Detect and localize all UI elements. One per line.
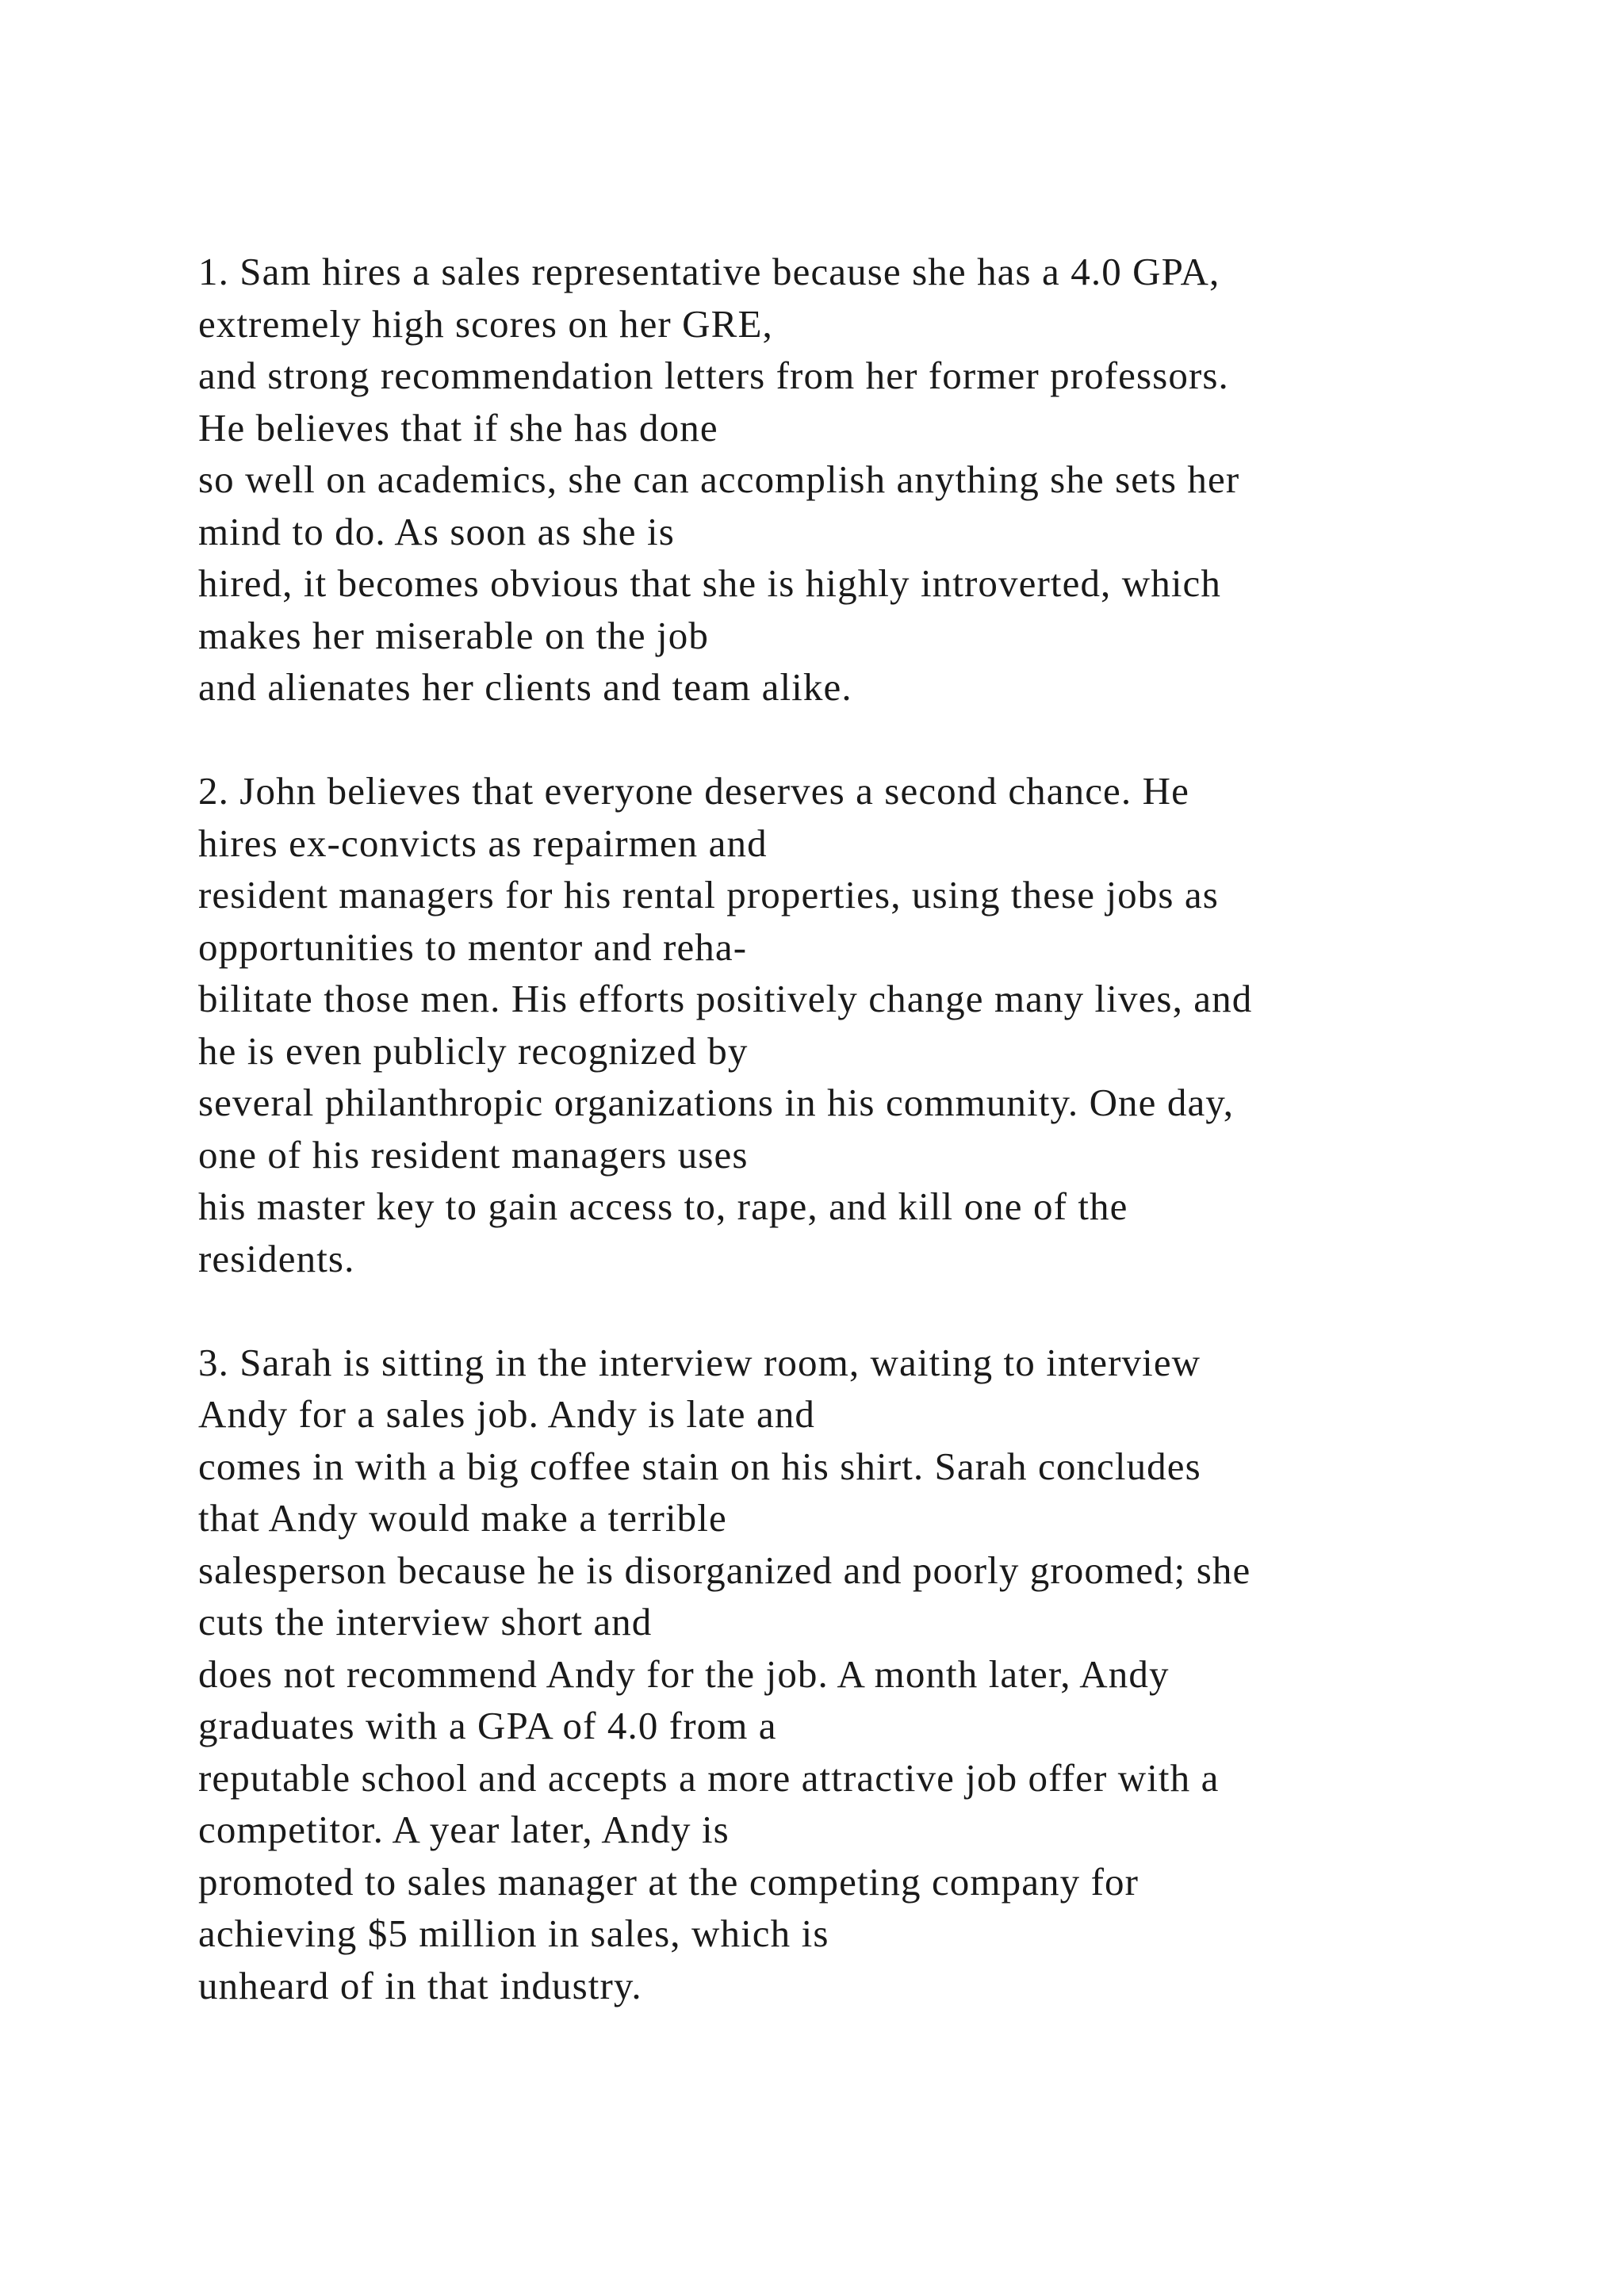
- text-line: competitor. A year later, Andy is: [198, 1808, 730, 1851]
- text-line: hires ex-convicts as repairmen and: [198, 821, 768, 865]
- text-line: graduates with a GPA of 4.0 from a: [198, 1704, 777, 1747]
- text-line: that Andy would make a terrible: [198, 1496, 727, 1540]
- text-line: several philanthropic organizations in his community. One day,: [198, 1081, 1235, 1124]
- text-line: he is even publicly recognized by: [198, 1028, 749, 1073]
- text-line: 3. Sarah is sitting in the interview room, waiting to interview: [198, 1340, 1201, 1384]
- document-body: [198, 246, 1546, 2064]
- paragraph-1: [198, 246, 1546, 714]
- text-line: resident managers for his rental properties, using these jobs as: [198, 873, 1219, 916]
- paragraph-2: [198, 765, 1546, 1284]
- text-line: cuts the interview short and: [198, 1600, 653, 1644]
- text-line: salesperson because he is disorganized and poorly groomed; she: [198, 1548, 1251, 1592]
- text-line: 2. John believes that everyone deserves a second chance. He: [198, 769, 1189, 813]
- text-line: makes her miserable on the job: [198, 613, 709, 657]
- text-line: and alienates her clients and team alike.: [198, 665, 852, 709]
- text-line: extremely high scores on her GRE,: [198, 301, 773, 346]
- text-line: promoted to sales manager at the competing company for: [198, 1859, 1139, 1904]
- text-line: bilitate those men. His efforts positively change many lives, and: [198, 977, 1253, 1020]
- text-line: does not recommend Andy for the job. A month later, Andy: [198, 1651, 1170, 1696]
- text-line: Andy for a sales job. Andy is late and: [198, 1392, 816, 1436]
- text-line: so well on academics, she can accomplish anything she sets her: [198, 457, 1240, 501]
- text-line: 1. Sam hires a sales representative because she has a 4.0 GPA,: [198, 250, 1220, 293]
- text-line: achieving $5 million in sales, which is: [198, 1911, 829, 1955]
- paragraph-3: [198, 1337, 1546, 2012]
- text-line: comes in with a big coffee stain on his shirt. Sarah concludes: [198, 1444, 1201, 1488]
- text-line: mind to do. As soon as she is: [198, 509, 675, 553]
- text-line: unheard of in that industry.: [198, 1963, 642, 2007]
- text-line: and strong recommendation letters from her former professors.: [198, 354, 1229, 397]
- text-line: He believes that if she has done: [198, 405, 718, 450]
- text-line: one of his resident managers uses: [198, 1132, 749, 1177]
- text-line: opportunities to mentor and reha-: [198, 924, 748, 969]
- text-line: his master key to gain access to, rape, and kill one of the: [198, 1184, 1128, 1228]
- text-line: hired, it becomes obvious that she is highly introverted, which: [198, 561, 1221, 605]
- text-line: reputable school and accepts a more attractive job offer with a: [198, 1755, 1220, 1800]
- text-line: residents.: [198, 1236, 355, 1280]
